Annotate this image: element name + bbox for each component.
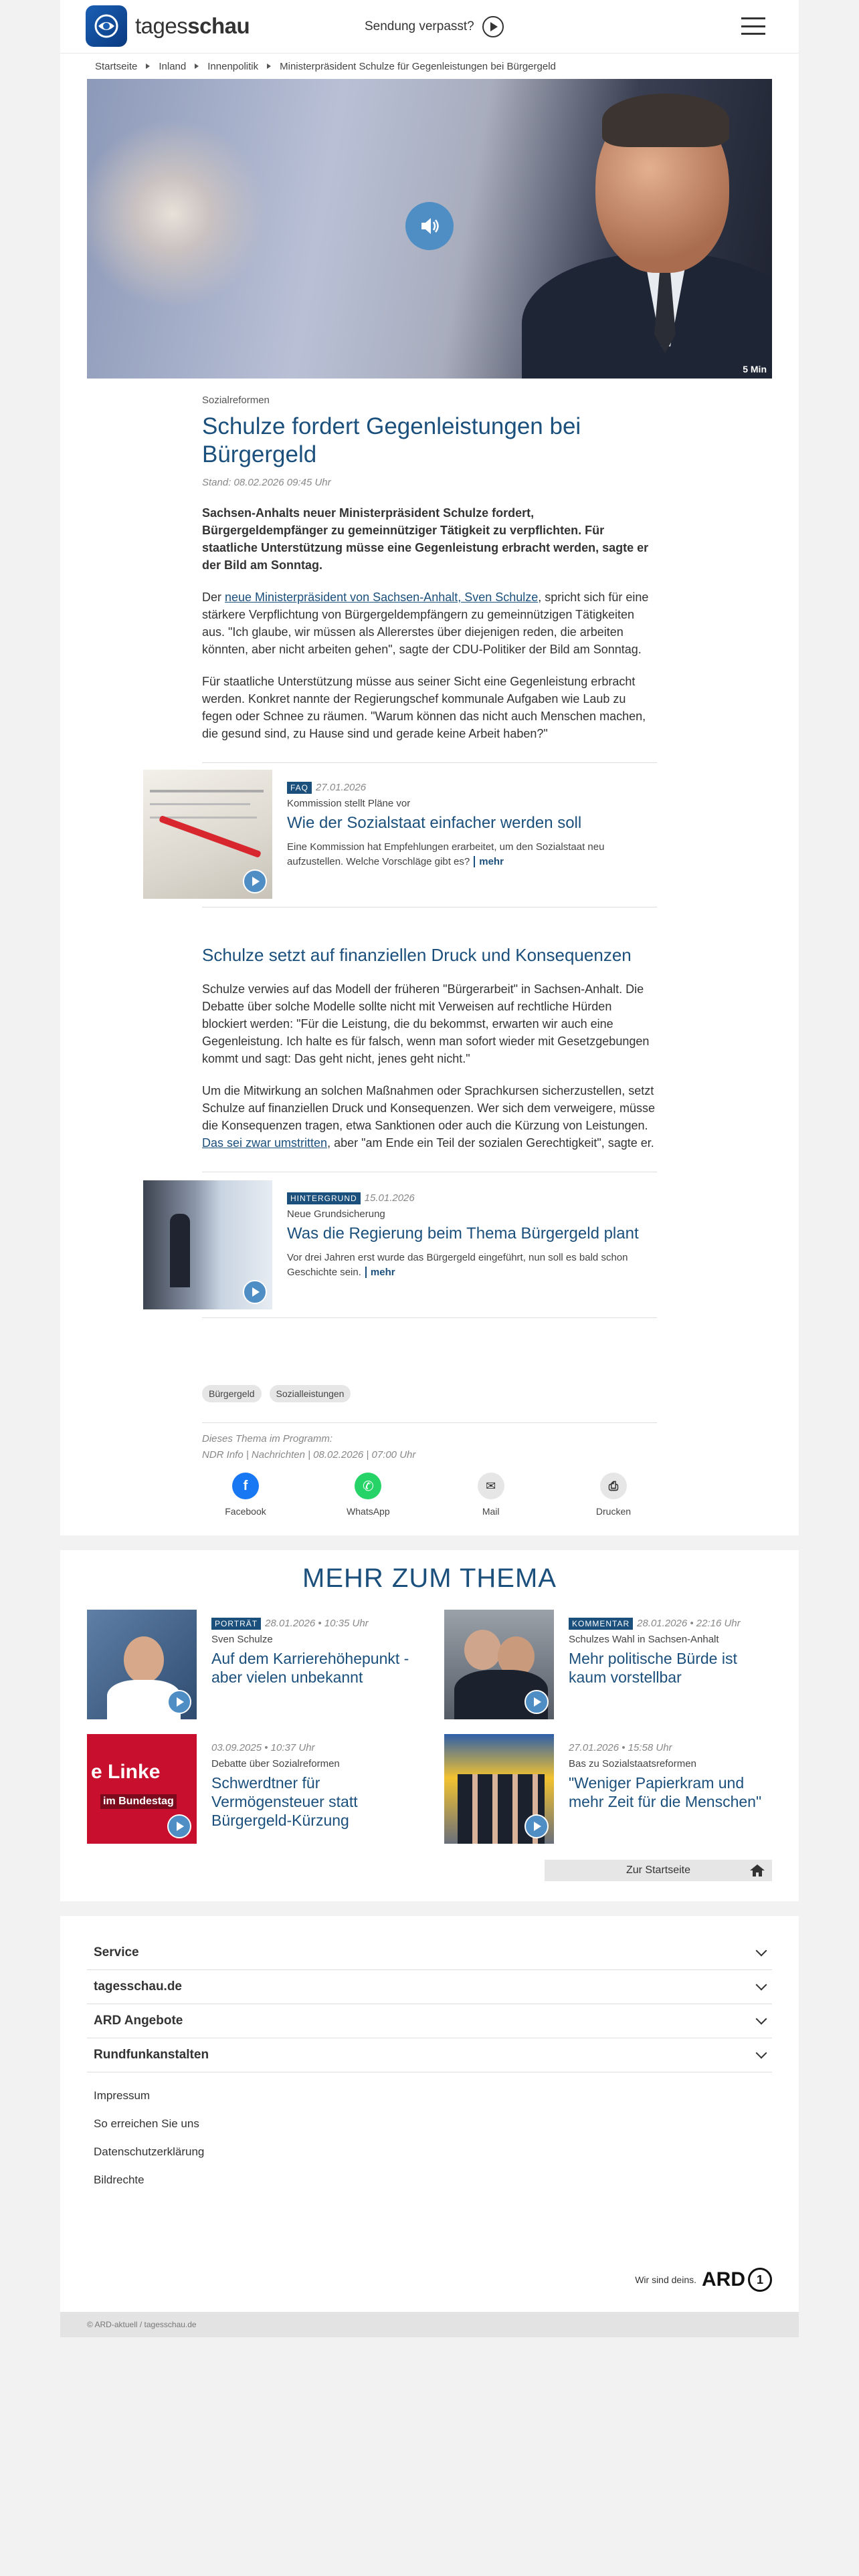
footer-link-kontakt[interactable]: So erreichen Sie uns: [94, 2117, 199, 2130]
footer-accordion-ard-angebote[interactable]: ARD Angebote: [87, 2004, 772, 2038]
article-paragraph: Der neue Ministerpräsident von Sachsen-Anhalt, Sven Schulze, spricht sich für eine stärkere Verpflichtung von Bürgergeldempfängern zu gemeinnützigen Tätigkeiten aus. "Ich glaube, wir müssen als Allererstes über diejenigen reden, die arbeiten könnten, aber nicht arbeiten gehen", sagte der CDU-Politiker der Bild am Sonntag.: [202, 591, 649, 656]
share-facebook-button[interactable]: f Facebook: [209, 1473, 282, 1517]
breadcrumb-item[interactable]: Startseite: [95, 60, 138, 72]
sendung-verpasst-link[interactable]: [365, 16, 504, 37]
card-date: 28.01.2026 • 22:16 Uhr: [637, 1618, 741, 1629]
card-date: 28.01.2026 • 10:35 Uhr: [265, 1618, 369, 1629]
tagesschau-logo[interactable]: [86, 5, 250, 47]
divider: [202, 762, 657, 763]
breadcrumb-arrow-icon: [267, 64, 271, 69]
article-topline: Sozialreformen: [202, 395, 270, 406]
play-icon: [482, 16, 504, 37]
footer-link-bildrechte[interactable]: Bildrechte: [94, 2173, 145, 2186]
teaser-badge: HINTERGRUND: [287, 1192, 361, 1204]
tagesschau-logo-icon: [86, 5, 127, 47]
share-bar: [202, 1473, 657, 1517]
card-topline: Sven Schulze: [211, 1634, 273, 1645]
footer-accordion-tagesschau[interactable]: tagesschau.de: [87, 1970, 772, 2004]
whatsapp-icon: ✆: [355, 1473, 381, 1499]
card-title[interactable]: Auf dem Karrierehöhepunkt - aber vielen unbekannt: [211, 1650, 409, 1686]
article-lead: Sachsen-Anhalts neuer Ministerpräsident Schulze fordert, Bürgergeldempfänger zu gemeinnütziger Tätigkeit zu verpflichten. Für staatliche Unterstützung müsse eine Gegenleistung erbracht werden, sagte er der Bild am Sonntag.: [202, 506, 649, 572]
share-whatsapp-button[interactable]: ✆ WhatsApp: [331, 1473, 405, 1517]
card-topline: Schulzes Wahl in Sachsen-Anhalt: [569, 1634, 719, 1645]
card-date: 27.01.2026 • 15:58 Uhr: [569, 1742, 672, 1753]
umstritten-link[interactable]: Das sei zwar umstritten: [202, 1136, 328, 1150]
audio-play-button[interactable]: [405, 202, 454, 250]
play-icon[interactable]: [524, 1690, 549, 1714]
article-paragraph: Schulze verwies auf das Modell der früheren "Bürgerarbeit" in Sachsen-Anhalt. Die Debatte über solche Modelle sollte nicht mit Verweisen auf rechtliche Hürden blockiert werden: "Für die Leistung, die du bekommst, erwarten wir auch eine Gegenleistung. Ich halte es für falsch, wenn man sofort wieder mit Gesetzgebungen kommt und sagt: Das geht nicht, jenes geht nicht.": [202, 982, 650, 1065]
breadcrumb-item[interactable]: Innenpolitik: [207, 60, 259, 72]
audio-duration: 5 Min: [743, 364, 767, 374]
ard-claim[interactable]: Wir sind deins. ARD 1: [87, 2268, 772, 2292]
related-card[interactable]: [87, 1734, 415, 1844]
play-icon[interactable]: [167, 1690, 191, 1714]
related-card[interactable]: [444, 1734, 772, 1844]
teaser-topline: Neue Grundsicherung: [287, 1208, 385, 1220]
home-icon: [749, 1864, 765, 1877]
related-card[interactable]: [444, 1610, 772, 1719]
play-icon[interactable]: [524, 1814, 549, 1838]
card-topline: Debatte über Sozialreformen: [211, 1758, 340, 1769]
breadcrumb-item[interactable]: Inland: [159, 60, 187, 72]
article-paragraph: Um die Mitwirkung an solchen Maßnahmen oder Sprachkursen sicherzustellen, setzt Schulze auf finanziellen Druck und Konsequenzen. Wer sich dem verweigere, müsse die Konsequenzen tragen, etwa Sanktionen oder auch die Kürzung von Leistungen. Das sei zwar umstritten, aber "am Ende ein Teil der sozialen Gerechtigkeit", sagte er.: [202, 1084, 656, 1150]
teaser-date: 15.01.2026: [364, 1192, 415, 1204]
tag-list: [202, 1385, 799, 1402]
ard-logo: ARD 1: [702, 2268, 772, 2292]
chevron-down-icon: [756, 2048, 767, 2059]
teaser-image: [143, 770, 272, 899]
article-date: Stand: 08.02.2026 09:45 Uhr: [202, 477, 331, 488]
article-paragraph: Für staatliche Unterstützung müsse aus seiner Sicht eine Gegenleistung erbracht werden. Konkret nannte der Regierungschef kommunale Aufgaben wie Laub zu fegen oder Schnee zu räumen. "Warum können das nicht auch Menschen machen, die gesund sind, zu Hause sind und gerade keine Arbeit haben?": [202, 675, 646, 740]
teaser-image: [143, 1180, 272, 1309]
section-title: MEHR ZUM THEMA: [302, 1564, 557, 1593]
programm-value: NDR Info | Nachrichten | 08.02.2026 | 07:00 Uhr: [202, 1449, 416, 1461]
schulze-link[interactable]: neue Ministerpräsident von Sachsen-Anhalt, Sven Schulze: [225, 591, 539, 604]
article-title: Schulze fordert Gegenleistungen bei Bürgergeld: [202, 413, 581, 467]
card-topline: Bas zu Sozialstaatsreformen: [569, 1758, 696, 1769]
programm-label: Dieses Thema im Programm:: [202, 1433, 333, 1444]
chevron-down-icon: [756, 2014, 767, 2025]
facebook-icon: f: [232, 1473, 259, 1499]
card-image: [444, 1610, 554, 1719]
card-image: [444, 1734, 554, 1844]
mehr-link[interactable]: mehr: [365, 1267, 395, 1278]
teaser-badge: FAQ: [287, 782, 312, 794]
teaser-desc: Eine Kommission hat Empfehlungen erarbeitet, um den Sozialstaat neu aufzustellen. Welche Vorschläge gibt es? mehr: [287, 841, 605, 867]
mail-icon: ✉: [478, 1473, 504, 1499]
breadcrumb: [60, 53, 799, 79]
logo-text: tagesschau: [135, 13, 250, 38]
zur-startseite-button[interactable]: Zur Startseite: [545, 1860, 772, 1881]
teaser-title[interactable]: Wie der Sozialstaat einfacher werden soll: [287, 814, 582, 832]
footer-link-datenschutz[interactable]: Datenschutzerklärung: [94, 2145, 205, 2158]
chevron-down-icon: [756, 1945, 767, 1957]
hero-audio-image[interactable]: [87, 79, 772, 379]
footer-link-impressum[interactable]: Impressum: [94, 2089, 151, 2102]
card-title[interactable]: "Weniger Papierkram und mehr Zeit für die Menschen": [569, 1774, 762, 1810]
teaser-desc: Vor drei Jahren erst wurde das Bürgergeld eingeführt, nun soll es bald schon Geschichte sein. mehr: [287, 1252, 628, 1278]
tag-chip[interactable]: Sozialleistungen: [270, 1385, 351, 1402]
breadcrumb-current: Ministerpräsident Schulze für Gegenleistungen bei Bürgergeld: [280, 60, 556, 72]
ard-one-icon: 1: [748, 2268, 772, 2292]
breadcrumb-arrow-icon: [195, 64, 199, 69]
breadcrumb-arrow-icon: [146, 64, 150, 69]
article-body: [202, 395, 657, 763]
site-header: [60, 0, 799, 53]
share-mail-button[interactable]: ✉ Mail: [454, 1473, 528, 1517]
teaser-sozialstaat[interactable]: [143, 770, 657, 899]
card-date: 03.09.2025 • 10:37 Uhr: [211, 1742, 315, 1753]
card-title[interactable]: Schwerdtner für Vermögensteuer statt Bürgergeld-Kürzung: [211, 1774, 358, 1829]
menu-hamburger-icon[interactable]: [741, 17, 765, 35]
print-button[interactable]: ⎙ Drucken: [577, 1473, 650, 1517]
speaker-icon: [417, 214, 442, 238]
printer-icon: ⎙: [600, 1473, 627, 1499]
page: [60, 0, 799, 2337]
teaser-date: 27.01.2026: [316, 782, 367, 793]
article-body-2: [202, 907, 657, 1172]
programm-info: [202, 1422, 657, 1463]
tag-chip[interactable]: Bürgergeld: [202, 1385, 262, 1402]
divider: [202, 1317, 657, 1318]
card-badge: PORTRÄT: [211, 1618, 261, 1630]
sendung-verpasst-label: Sendung verpasst?: [365, 19, 474, 33]
footer-accordion-service[interactable]: Service: [87, 1936, 772, 1970]
pen-shape: [159, 815, 262, 858]
article-subheading: Schulze setzt auf finanziellen Druck und Konsequenzen: [202, 945, 632, 965]
play-icon[interactable]: [243, 869, 267, 893]
site-footer: [60, 1916, 799, 2312]
card-title[interactable]: Mehr politische Bürde ist kaum vorstellbar: [569, 1650, 737, 1686]
teaser-topline: Kommission stellt Pläne vor: [287, 798, 411, 809]
card-badge: KOMMENTAR: [569, 1618, 633, 1630]
play-icon[interactable]: [243, 1280, 267, 1304]
mehr-link[interactable]: mehr: [474, 856, 504, 867]
footer-accordion-rundfunkanstalten[interactable]: Rundfunkanstalten: [87, 2038, 772, 2072]
copyright: © ARD-aktuell / tagesschau.de: [60, 2312, 799, 2337]
related-card[interactable]: [87, 1610, 415, 1719]
mehr-zum-thema: [60, 1550, 799, 1901]
chevron-down-icon: [756, 1979, 767, 1991]
teaser-buergergeld[interactable]: [143, 1180, 657, 1309]
teaser-title[interactable]: Was die Regierung beim Thema Bürgergeld plant: [287, 1224, 639, 1243]
card-image: [87, 1610, 197, 1719]
play-icon[interactable]: [167, 1814, 191, 1838]
card-image: e Linke im Bundestag: [87, 1734, 197, 1844]
